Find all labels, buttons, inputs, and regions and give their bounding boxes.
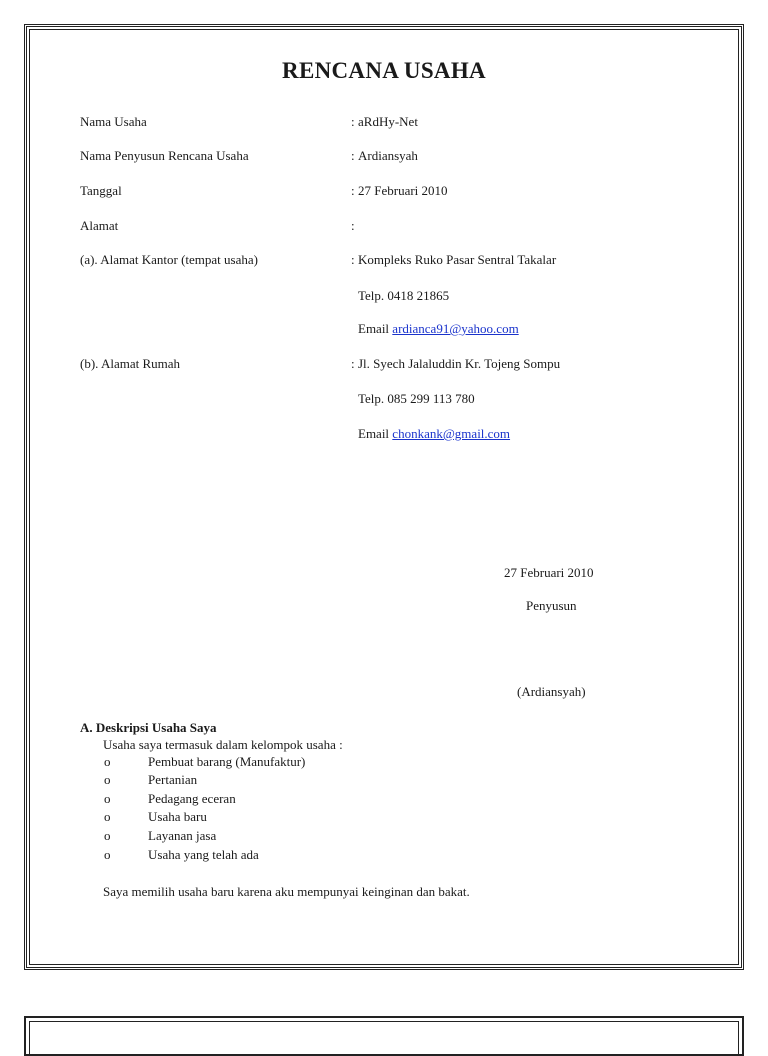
section-a-closing: Saya memilih usaha baru karena aku mempunyai keinginan dan bakat. <box>103 884 470 899</box>
label-alamat-rumah: (b). Alamat Rumah <box>80 356 181 371</box>
value-kantor-address: Kompleks Ruko Pasar Sentral Takalar <box>358 252 557 267</box>
email-label: Email <box>358 426 390 441</box>
value-penyusun: Ardiansyah <box>358 148 418 163</box>
value-rumah-address: Jl. Syech Jalaluddin Kr. Tojeng Sompu <box>358 356 561 371</box>
bullet-marker: o <box>104 754 111 769</box>
bullet-marker: o <box>104 791 111 806</box>
list-item-text: Layanan jasa <box>148 828 217 843</box>
signature-role: Penyusun <box>526 598 577 613</box>
colon: : <box>351 114 355 129</box>
value-nama-usaha: aRdHy-Net <box>358 114 418 129</box>
label-alamat: Alamat <box>80 218 119 233</box>
colon: : <box>351 148 355 163</box>
kantor-email-link[interactable]: ardianca91@yahoo.com <box>392 321 519 336</box>
list-item-text: Usaha yang telah ada <box>148 847 259 862</box>
section-a-title: A. Deskripsi Usaha Saya <box>80 720 217 735</box>
value-rumah-telp: Telp. 085 299 113 780 <box>358 391 475 406</box>
list-item-text: Pembuat barang (Manufaktur) <box>148 754 306 769</box>
label-alamat-kantor: (a). Alamat Kantor (tempat usaha) <box>80 252 258 267</box>
page-border <box>24 24 744 970</box>
label-penyusun: Nama Penyusun Rencana Usaha <box>80 148 249 163</box>
colon: : <box>351 252 355 267</box>
bullet-marker: o <box>104 809 111 824</box>
colon: : <box>351 218 355 233</box>
rumah-email-link[interactable]: chonkank@gmail.com <box>392 426 511 441</box>
document-title: RENCANA USAHA <box>282 58 486 83</box>
value-tanggal: 27 Februari 2010 <box>358 183 448 198</box>
email-label: Email <box>358 321 390 336</box>
label-tanggal: Tanggal <box>80 183 122 198</box>
section-a-intro: Usaha saya termasuk dalam kelompok usaha : <box>103 737 343 752</box>
bullet-marker: o <box>104 828 111 843</box>
label-nama-usaha: Nama Usaha <box>80 114 147 129</box>
bullet-marker: o <box>104 847 111 862</box>
signature-date: 27 Februari 2010 <box>504 565 594 580</box>
next-page-border <box>24 1016 744 1056</box>
signature-name: (Ardiansyah) <box>517 684 586 699</box>
list-item-text: Pertanian <box>148 772 198 787</box>
bullet-marker: o <box>104 772 111 787</box>
colon: : <box>351 183 355 198</box>
list-item-text: Pedagang eceran <box>148 791 236 806</box>
value-kantor-telp: Telp. 0418 21865 <box>358 288 450 303</box>
kantor-email-line <box>358 321 519 337</box>
colon: : <box>351 356 355 371</box>
rumah-email-line <box>358 426 510 442</box>
list-item-text: Usaha baru <box>148 809 207 824</box>
